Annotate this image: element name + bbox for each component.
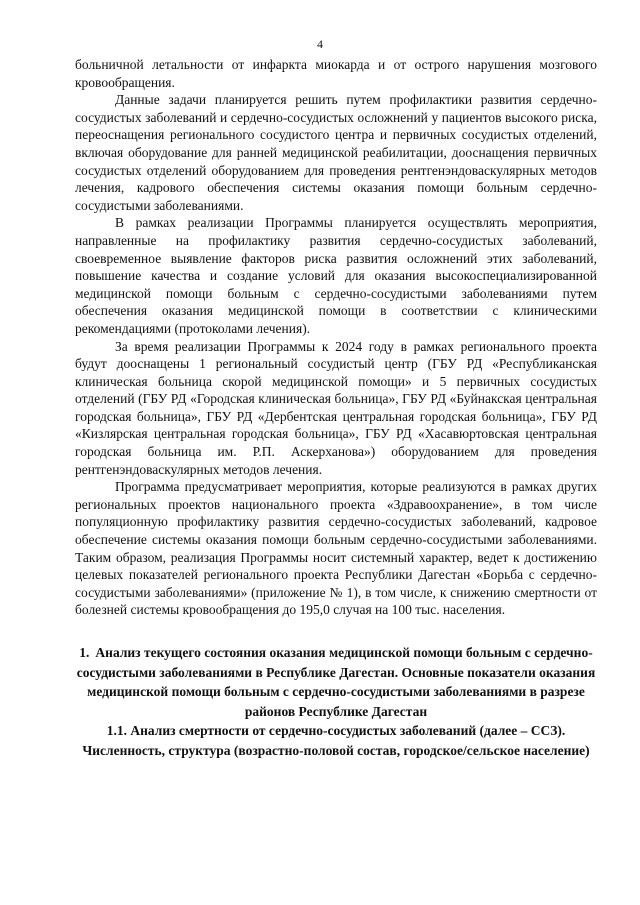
subsection-heading: 1.1. Анализ смертности от сердечно-сосудистых заболеваний (далее – ССЗ). Численность, структура (возрастно-половой состав, городское/сельское население): [82, 723, 590, 758]
paragraph-3: В рамках реализации Программы планируется осуществлять мероприятия, направленные на профилактику развития сердечно-сосудистых заболеваний, своевременное выявление факторов риска развития осложнений этих заболеваний, повышение качества и создание условий для оказания высокоспециализированной медицинской помощи больным с сердечно-сосудистыми заболеваниями путем обеспечения оказания медицинской помощи в соответствии с клиническими рекомендациями (протоколами лечения).: [75, 215, 597, 336]
paragraph-1: больничной летальности от инфаркта миокарда и от острого нарушения мозгового кровообращения.: [75, 57, 597, 90]
section-headings: [75, 643, 597, 760]
section-heading-text: Анализ текущего состояния оказания медицинской помощи больным с сердечно-сосудистыми заболеваниями в Республике Дагестан. Основные показатели оказания медицинской помощи больным с сердечно-сосудистыми заболеваниями в разрезе районов Республике Дагестан: [76, 645, 596, 719]
section-heading-number: 1.: [79, 645, 90, 660]
paragraph-2: Данные задачи планируется решить путем профилактики развития сердечно-сосудистых заболеваний и сердечно-сосудистых осложнений у пациентов высокого риска, переоснащения регионального сосудистого центра и первичных сосудистых отделений, включая оборудование для ранней медицинской реабилитации, дооснащения первичных сосудистых отделений оборудованием для проведения рентгенэндоваскулярных методов лечения, кадрового обеспечения системы оказания помощи больным сердечно-сосудистыми заболеваниями.: [75, 92, 597, 213]
paragraph-4: За время реализации Программы к 2024 году в рамках регионального проекта будут дооснащены 1 региональный сосудистый центр (ГБУ РД «Республиканская клиническая больница скорой медицинской помощи» и 5 первичных сосудистых отделений (ГБУ РД «Городская клиническая больница», ГБУ РД «Буйнакская центральная городская больница», ГБУ РД «Дербентская центральная городская больница», ГБУ РД «Кизлярская центральная городская больница», ГБУ РД «Хасавюртовская центральная городская больница им. Р.П. Аскерханова») оборудованием для проведения рентгенэндоваскулярных методов лечения.: [75, 338, 597, 477]
page-number: 4: [317, 37, 323, 51]
paragraph-5: Программа предусматривает мероприятия, которые реализуются в рамках других региональных проектов национального проекта «Здравоохранение», в том числе популяционную профилактику развития сердечно-сосудистых заболеваний, кадровое обеспечение системы оказания помощи больным сердечно-сосудистыми заболеваниями. Таким образом, реализация Программы носит системный характер, ведет к достижению целевых показателей регионального проекта Республики Дагестан «Борьба с сердечно-сосудистыми заболеваниями» (приложение № 1), в том числе, к снижению смертности от болезней системы кровообращения до 195,0 случая на 100 тыс. населения.: [75, 479, 597, 618]
section-heading: [75, 643, 597, 721]
document-body: [75, 56, 597, 760]
